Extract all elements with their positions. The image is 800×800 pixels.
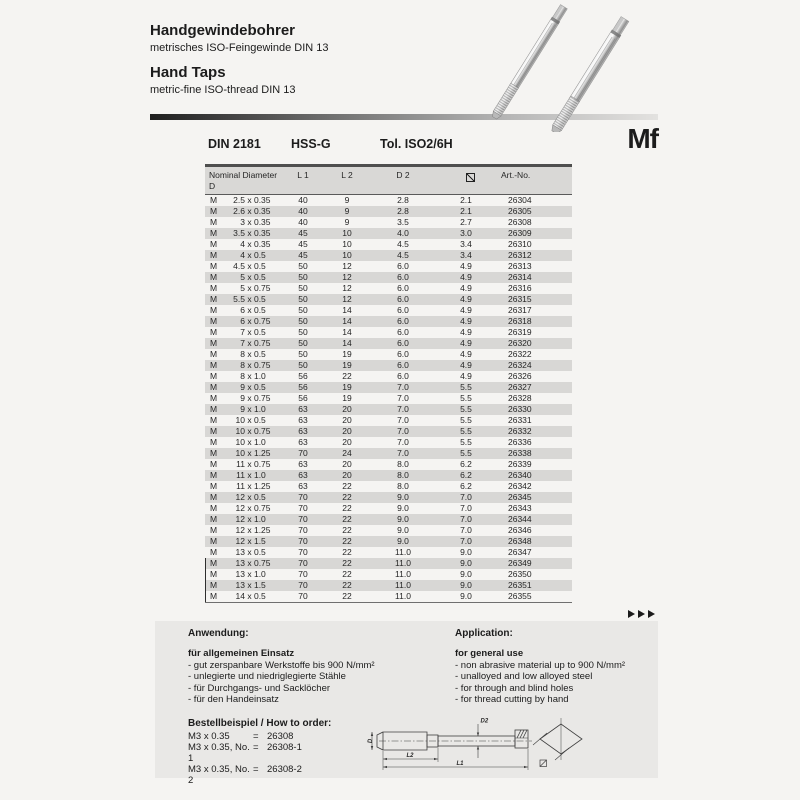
application-bullet: - gut zerspanbare Werkstoffe bis 900 N/mm² xyxy=(188,659,375,671)
table-row: M 12 x 1.25 70 22 9.0 7.0 26346 xyxy=(210,525,532,535)
application-bullet: - non abrasive material up to 900 N/mm² xyxy=(455,659,626,671)
table-row: M 4 x 0.35 45 10 4.5 3.4 26310 xyxy=(210,239,532,249)
table-row: M 3 x 0.35 40 9 3.5 2.7 26308 xyxy=(210,217,532,227)
info-panel xyxy=(155,621,658,786)
table-row: M 11 x 0.75 63 20 8.0 6.2 26339 xyxy=(210,459,532,469)
application-subheading-english: for general use xyxy=(455,648,524,659)
table-row: M 4 x 0.5 45 10 4.5 3.4 26312 xyxy=(205,250,572,261)
diagram-label-d: D xyxy=(368,738,374,744)
page-title-german: Handgewindebohrer xyxy=(150,22,296,39)
table-row: M 10 x 1.25 70 24 7.0 5.5 26338 xyxy=(205,448,572,459)
order-example-row: M3 x 0.35, No. 1 = 26308-1 xyxy=(188,742,302,764)
table-row: M 10 x 0.5 63 20 7.0 5.5 26331 xyxy=(210,415,532,425)
continuation-arrows-icon xyxy=(628,610,655,618)
table-row: M 12 x 0.75 70 22 9.0 7.0 26343 xyxy=(210,503,532,513)
table-row: M 12 x 0.5 70 22 9.0 7.0 26345 xyxy=(205,492,572,503)
application-bullet: - unalloyed and low alloyed steel xyxy=(455,671,593,682)
table-row: M 2.5 x 0.35 40 9 2.8 2.1 26304 xyxy=(210,195,532,205)
application-list-english xyxy=(455,648,710,706)
table-row: M 12 x 1.5 70 22 9.0 7.0 26348 xyxy=(205,536,572,547)
table-row: M 7 x 0.5 50 14 6.0 4.9 26319 xyxy=(210,327,532,337)
table-row: M 10 x 1.0 63 20 7.0 5.5 26336 xyxy=(210,437,532,447)
diagram-label-l1: L1 xyxy=(456,761,464,767)
table-row: M 2.6 x 0.35 40 9 2.8 2.1 26305 xyxy=(205,206,572,217)
spec-tolerance: Tol. ISO2/6H xyxy=(380,137,453,151)
page-title-english: Hand Taps xyxy=(150,64,226,81)
table-row: M 5 x 0.75 50 12 6.0 4.9 26316 xyxy=(210,283,532,293)
diagram-label-l2: L2 xyxy=(406,753,414,759)
table-row: M 13 x 1.0 70 22 11.0 9.0 26350 xyxy=(205,569,572,580)
product-photo-hand-taps xyxy=(442,4,656,132)
size-table-body xyxy=(205,195,572,603)
col-header-l1: L 1 xyxy=(297,170,309,180)
col-header-d2: D 2 xyxy=(396,170,410,180)
table-row: M 4.5 x 0.5 50 12 6.0 4.9 26313 xyxy=(210,261,532,271)
table-row: M 3.5 x 0.35 45 10 4.0 3.0 26309 xyxy=(205,228,572,239)
table-row: M 11 x 1.25 63 22 8.0 6.2 26342 xyxy=(210,481,532,491)
table-row: M 11 x 1.0 63 20 8.0 6.2 26340 xyxy=(205,470,572,481)
right-arrow-icon xyxy=(648,610,655,618)
application-bullet: - for through and blind holes xyxy=(455,682,574,694)
col-header-d: D xyxy=(209,181,216,191)
tap-left xyxy=(491,4,568,120)
application-bullet: - für den Handeinsatz xyxy=(188,694,279,705)
order-example-row: M3 x 0.35, No. 2 = 26308-2 xyxy=(188,764,302,786)
col-header-art-no: Art.-No. xyxy=(501,170,531,180)
table-row: M 13 x 1.5 70 22 11.0 9.0 26351 xyxy=(205,580,572,591)
diagram-label-d2: D2 xyxy=(480,718,489,725)
size-table xyxy=(205,164,572,603)
table-row: M 9 x 1.0 63 20 7.0 5.5 26330 xyxy=(205,404,572,415)
page-subtitle-german: metrisches ISO-Feingewinde DIN 13 xyxy=(150,42,329,54)
table-row: M 5 x 0.5 50 12 6.0 4.9 26314 xyxy=(205,272,572,283)
table-row: M 13 x 0.75 70 22 11.0 9.0 26349 xyxy=(205,558,572,569)
application-heading-german: Anwendung: xyxy=(188,628,249,639)
right-arrow-icon xyxy=(638,610,645,618)
table-row: M 6 x 0.5 50 14 6.0 4.9 26317 xyxy=(210,305,532,315)
table-row: M 5.5 x 0.5 50 12 6.0 4.9 26315 xyxy=(205,294,572,305)
order-example-heading: Bestellbeispiel / How to order: xyxy=(188,718,332,729)
table-row: M 12 x 1.0 70 22 9.0 7.0 26344 xyxy=(205,514,572,525)
table-row: M 8 x 0.5 50 19 6.0 4.9 26322 xyxy=(210,349,532,359)
application-bullet: - unlegierte und niedriglegierte Stähle xyxy=(188,671,346,682)
spec-material: HSS-G xyxy=(291,137,331,151)
table-row: M 10 x 0.75 63 20 7.0 5.5 26332 xyxy=(205,426,572,437)
page-subtitle-english: metric-fine ISO-thread DIN 13 xyxy=(150,84,296,96)
table-row: M 13 x 0.5 70 22 11.0 9.0 26347 xyxy=(210,547,532,557)
application-bullet: - for thread cutting by hand xyxy=(455,694,569,705)
table-row: M 9 x 0.5 56 19 7.0 5.5 26327 xyxy=(205,382,572,393)
size-table-header xyxy=(205,164,572,195)
table-row: M 8 x 1.0 56 22 6.0 4.9 26326 xyxy=(210,371,532,381)
right-arrow-icon xyxy=(628,610,635,618)
table-row: M 6 x 0.75 50 14 6.0 4.9 26318 xyxy=(205,316,572,327)
tap-right xyxy=(550,16,630,132)
table-row: M 7 x 0.75 50 14 6.0 4.9 26320 xyxy=(205,338,572,349)
application-subheading-german: für allgemeinen Einsatz xyxy=(188,648,295,659)
table-row: M 14 x 0.5 70 22 11.0 9.0 26355 xyxy=(205,591,572,602)
order-example-list xyxy=(188,731,302,786)
spec-standard: DIN 2181 xyxy=(208,137,261,151)
application-heading-english: Application: xyxy=(455,628,513,639)
application-list-german xyxy=(188,648,443,706)
square-diagonal-symbol-icon xyxy=(466,173,475,182)
thread-type-symbol: Mf xyxy=(627,123,658,154)
table-row: M 8 x 0.75 50 19 6.0 4.9 26324 xyxy=(205,360,572,371)
table-row: M 9 x 0.75 56 19 7.0 5.5 26328 xyxy=(210,393,532,403)
technical-drawing-tap xyxy=(360,713,600,775)
application-bullet: - für Durchgangs- und Sacklöcher xyxy=(188,682,331,694)
col-header-nominal-diameter: Nominal Diameter xyxy=(209,170,278,180)
col-header-l2: L 2 xyxy=(341,170,353,180)
order-example-row: M3 x 0.35 = 26308 xyxy=(188,731,294,742)
